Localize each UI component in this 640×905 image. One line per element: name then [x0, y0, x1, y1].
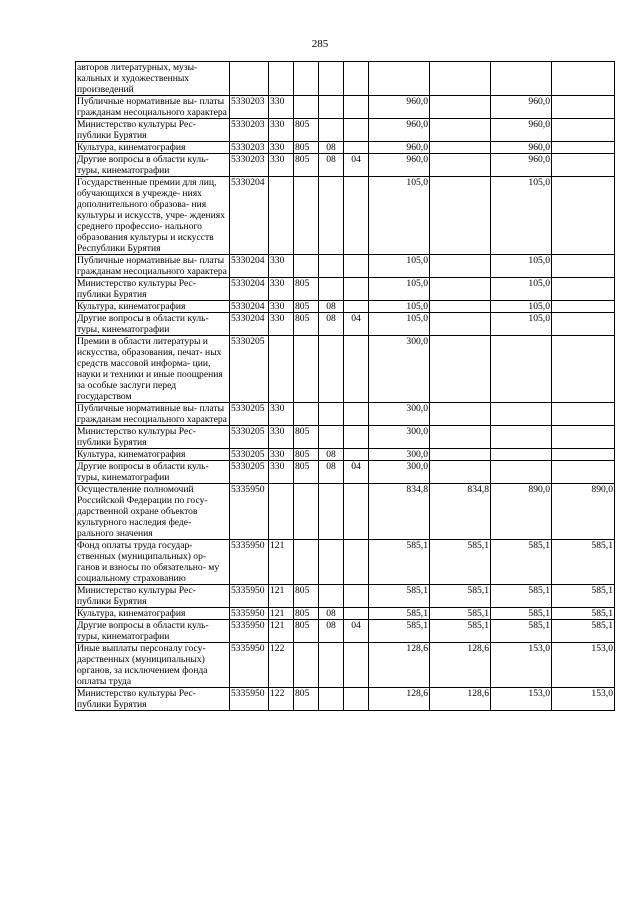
amount-3-cell: 153,0	[491, 643, 552, 688]
subsection-cell	[344, 688, 369, 711]
section-cell: 08	[319, 620, 344, 643]
target-code-cell: 5330205	[230, 403, 269, 426]
amount-4-cell	[552, 449, 615, 461]
subsection-cell	[344, 643, 369, 688]
target-code-cell: 5330204	[230, 177, 269, 255]
amount-4-cell: 585,1	[552, 620, 615, 643]
table-row	[76, 449, 615, 461]
expense-type-cell: 122	[269, 643, 294, 688]
amount-2-cell	[430, 96, 491, 119]
row-name-cell: Культура, кинематография	[76, 608, 230, 620]
expense-type-cell: 330	[269, 313, 294, 336]
row-name-cell: Иные выплаты персоналу госу- дарственных (муниципальных) органов, за исключением фонда оплаты труда	[76, 643, 230, 688]
subsection-cell	[344, 142, 369, 154]
amount-2-cell: 834,8	[430, 484, 491, 540]
expense-type-cell	[269, 62, 294, 96]
ministry-code-cell	[294, 336, 319, 403]
subsection-cell	[344, 177, 369, 255]
expense-type-cell: 330	[269, 154, 294, 177]
target-code-cell: 5330204	[230, 255, 269, 278]
expense-type-cell	[269, 177, 294, 255]
expense-type-cell: 330	[269, 119, 294, 142]
ministry-code-cell: 805	[294, 278, 319, 301]
amount-4-cell	[552, 154, 615, 177]
row-name-cell: Министерство культуры Рес- публики Бурятия	[76, 119, 230, 142]
table-row	[76, 608, 615, 620]
table-row	[76, 119, 615, 142]
subsection-cell	[344, 585, 369, 608]
expense-type-cell	[269, 484, 294, 540]
amount-2-cell	[430, 301, 491, 313]
amount-4-cell	[552, 301, 615, 313]
section-cell	[319, 585, 344, 608]
section-cell	[319, 278, 344, 301]
table-row	[76, 426, 615, 449]
amount-2-cell: 585,1	[430, 608, 491, 620]
table-row	[76, 688, 615, 711]
amount-1-cell: 105,0	[369, 177, 430, 255]
subsection-cell	[344, 484, 369, 540]
section-cell: 08	[319, 461, 344, 484]
section-cell: 08	[319, 608, 344, 620]
expense-type-cell: 330	[269, 461, 294, 484]
subsection-cell	[344, 336, 369, 403]
amount-4-cell: 585,1	[552, 540, 615, 585]
subsection-cell	[344, 119, 369, 142]
amount-1-cell: 300,0	[369, 426, 430, 449]
amount-4-cell	[552, 142, 615, 154]
amount-2-cell: 585,1	[430, 540, 491, 585]
section-cell	[319, 62, 344, 96]
row-name-cell: Другие вопросы в области куль- туры, кинематографии	[76, 620, 230, 643]
amount-1-cell: 128,6	[369, 643, 430, 688]
table-row	[76, 177, 615, 255]
amount-1-cell: 105,0	[369, 313, 430, 336]
amount-1-cell: 300,0	[369, 461, 430, 484]
target-code-cell: 5335950	[230, 484, 269, 540]
table-row	[76, 461, 615, 484]
target-code-cell: 5330205	[230, 461, 269, 484]
table-row	[76, 96, 615, 119]
amount-1-cell: 105,0	[369, 278, 430, 301]
row-name-cell: Культура, кинематография	[76, 142, 230, 154]
amount-1-cell: 105,0	[369, 255, 430, 278]
target-code-cell: 5335950	[230, 620, 269, 643]
ministry-code-cell	[294, 484, 319, 540]
amount-4-cell	[552, 426, 615, 449]
amount-2-cell	[430, 177, 491, 255]
amount-1-cell: 960,0	[369, 96, 430, 119]
ministry-code-cell: 805	[294, 119, 319, 142]
target-code-cell: 5330203	[230, 142, 269, 154]
amount-4-cell	[552, 119, 615, 142]
subsection-cell	[344, 255, 369, 278]
amount-3-cell: 105,0	[491, 177, 552, 255]
section-cell	[319, 119, 344, 142]
subsection-cell	[344, 96, 369, 119]
table-row	[76, 255, 615, 278]
ministry-code-cell	[294, 403, 319, 426]
target-code-cell: 5330205	[230, 426, 269, 449]
ministry-code-cell: 805	[294, 154, 319, 177]
target-code-cell: 5330204	[230, 313, 269, 336]
amount-3-cell: 585,1	[491, 540, 552, 585]
amount-4-cell	[552, 403, 615, 426]
amount-4-cell: 153,0	[552, 688, 615, 711]
amount-1-cell: 960,0	[369, 119, 430, 142]
row-name-cell: Культура, кинематография	[76, 301, 230, 313]
target-code-cell: 5335950	[230, 688, 269, 711]
amount-3-cell: 960,0	[491, 142, 552, 154]
amount-4-cell: 153,0	[552, 643, 615, 688]
target-code-cell: 5330203	[230, 154, 269, 177]
table-body	[76, 62, 615, 711]
amount-1-cell: 300,0	[369, 449, 430, 461]
row-name-cell: Премии в области литературы и искусства, образования, печат- ных средств массовой информа- ции, науки и техники и иные поощрения за особые заслуги перед государством	[76, 336, 230, 403]
table-row	[76, 403, 615, 426]
amount-2-cell	[430, 278, 491, 301]
amount-3-cell: 960,0	[491, 119, 552, 142]
section-cell: 08	[319, 301, 344, 313]
amount-1-cell: 960,0	[369, 154, 430, 177]
target-code-cell: 5330204	[230, 301, 269, 313]
amount-2-cell	[430, 313, 491, 336]
amount-3-cell	[491, 426, 552, 449]
expense-type-cell: 330	[269, 96, 294, 119]
section-cell	[319, 484, 344, 540]
amount-1-cell: 834,8	[369, 484, 430, 540]
amount-4-cell: 585,1	[552, 585, 615, 608]
amount-2-cell	[430, 461, 491, 484]
section-cell: 08	[319, 142, 344, 154]
subsection-cell	[344, 62, 369, 96]
amount-3-cell	[491, 461, 552, 484]
amount-2-cell	[430, 119, 491, 142]
amount-3-cell: 960,0	[491, 96, 552, 119]
ministry-code-cell: 805	[294, 301, 319, 313]
expense-type-cell: 330	[269, 142, 294, 154]
amount-1-cell	[369, 62, 430, 96]
row-name-cell: Публичные нормативные вы- платы гражданам несоциального характера	[76, 255, 230, 278]
expense-type-cell: 330	[269, 301, 294, 313]
ministry-code-cell: 805	[294, 688, 319, 711]
section-cell	[319, 643, 344, 688]
ministry-code-cell	[294, 255, 319, 278]
section-cell	[319, 540, 344, 585]
amount-3-cell: 105,0	[491, 313, 552, 336]
expense-type-cell: 121	[269, 585, 294, 608]
expense-type-cell: 121	[269, 620, 294, 643]
table-row	[76, 620, 615, 643]
row-name-cell: Министерство культуры Рес- публики Бурятия	[76, 585, 230, 608]
ministry-code-cell	[294, 177, 319, 255]
amount-4-cell	[552, 278, 615, 301]
row-name-cell: Другие вопросы в области куль- туры, кинематографии	[76, 461, 230, 484]
amount-1-cell: 300,0	[369, 403, 430, 426]
ministry-code-cell: 805	[294, 585, 319, 608]
amount-2-cell	[430, 142, 491, 154]
subsection-cell	[344, 301, 369, 313]
row-name-cell: авторов литературных, музы- кальных и художественных произведений	[76, 62, 230, 96]
amount-2-cell	[430, 154, 491, 177]
section-cell	[319, 96, 344, 119]
row-name-cell: Осуществление полномочий Российской Федерации по госу- дарственной охране объектов культурного наследия феде- рального значения	[76, 484, 230, 540]
section-cell	[319, 688, 344, 711]
subsection-cell: 04	[344, 313, 369, 336]
ministry-code-cell: 805	[294, 461, 319, 484]
ministry-code-cell	[294, 96, 319, 119]
amount-2-cell	[430, 62, 491, 96]
ministry-code-cell: 805	[294, 449, 319, 461]
amount-3-cell: 105,0	[491, 278, 552, 301]
budget-table	[75, 61, 615, 711]
amount-3-cell: 585,1	[491, 620, 552, 643]
subsection-cell: 04	[344, 620, 369, 643]
ministry-code-cell	[294, 62, 319, 96]
section-cell	[319, 426, 344, 449]
amount-4-cell	[552, 255, 615, 278]
ministry-code-cell	[294, 643, 319, 688]
table-row	[76, 336, 615, 403]
ministry-code-cell: 805	[294, 142, 319, 154]
row-name-cell: Министерство культуры Рес- публики Бурятия	[76, 688, 230, 711]
row-name-cell: Министерство культуры Рес- публики Бурятия	[76, 426, 230, 449]
table-row	[76, 643, 615, 688]
row-name-cell: Фонд оплаты труда государ- ственных (муниципальных) ор- ганов и взносы по обязательно- му социальному страхованию	[76, 540, 230, 585]
amount-1-cell: 585,1	[369, 585, 430, 608]
table-row	[76, 540, 615, 585]
amount-2-cell	[430, 403, 491, 426]
subsection-cell: 04	[344, 154, 369, 177]
row-name-cell: Другие вопросы в области куль- туры, кинематографии	[76, 154, 230, 177]
table-row	[76, 301, 615, 313]
target-code-cell: 5330204	[230, 278, 269, 301]
target-code-cell: 5335950	[230, 540, 269, 585]
section-cell	[319, 336, 344, 403]
expense-type-cell	[269, 336, 294, 403]
expense-type-cell: 330	[269, 255, 294, 278]
row-name-cell: Культура, кинематография	[76, 449, 230, 461]
amount-4-cell	[552, 336, 615, 403]
section-cell: 08	[319, 154, 344, 177]
amount-4-cell	[552, 177, 615, 255]
section-cell	[319, 403, 344, 426]
amount-3-cell: 105,0	[491, 255, 552, 278]
amount-4-cell	[552, 461, 615, 484]
expense-type-cell: 330	[269, 278, 294, 301]
target-code-cell: 5335950	[230, 643, 269, 688]
row-name-cell: Публичные нормативные вы- платы гражданам несоциального характера	[76, 403, 230, 426]
expense-type-cell: 330	[269, 426, 294, 449]
target-code-cell: 5330203	[230, 119, 269, 142]
page-number: 285	[311, 38, 329, 50]
amount-3-cell: 105,0	[491, 301, 552, 313]
amount-3-cell: 960,0	[491, 154, 552, 177]
row-name-cell: Министерство культуры Рес- публики Бурятия	[76, 278, 230, 301]
table-row	[76, 154, 615, 177]
section-cell: 08	[319, 449, 344, 461]
subsection-cell	[344, 403, 369, 426]
amount-2-cell: 128,6	[430, 643, 491, 688]
subsection-cell	[344, 278, 369, 301]
amount-4-cell: 585,1	[552, 608, 615, 620]
amount-2-cell: 585,1	[430, 620, 491, 643]
amount-1-cell: 300,0	[369, 336, 430, 403]
table-row	[76, 62, 615, 96]
amount-2-cell	[430, 336, 491, 403]
target-code-cell: 5330203	[230, 96, 269, 119]
subsection-cell	[344, 449, 369, 461]
amount-4-cell	[552, 96, 615, 119]
ministry-code-cell: 805	[294, 426, 319, 449]
section-cell: 08	[319, 313, 344, 336]
amount-3-cell	[491, 403, 552, 426]
row-name-cell: Другие вопросы в области куль- туры, кинематографии	[76, 313, 230, 336]
ministry-code-cell: 805	[294, 313, 319, 336]
expense-type-cell: 122	[269, 688, 294, 711]
subsection-cell: 04	[344, 461, 369, 484]
amount-1-cell: 585,1	[369, 608, 430, 620]
amount-3-cell	[491, 62, 552, 96]
subsection-cell	[344, 426, 369, 449]
section-cell	[319, 255, 344, 278]
amount-4-cell: 890,0	[552, 484, 615, 540]
target-code-cell: 5335950	[230, 585, 269, 608]
table-row	[76, 142, 615, 154]
subsection-cell	[344, 608, 369, 620]
amount-3-cell: 153,0	[491, 688, 552, 711]
expense-type-cell: 330	[269, 403, 294, 426]
table-row	[76, 585, 615, 608]
target-code-cell	[230, 62, 269, 96]
expense-type-cell: 121	[269, 608, 294, 620]
amount-4-cell	[552, 313, 615, 336]
amount-4-cell	[552, 62, 615, 96]
target-code-cell: 5330205	[230, 336, 269, 403]
row-name-cell: Публичные нормативные вы- платы гражданам несоциального характера	[76, 96, 230, 119]
ministry-code-cell: 805	[294, 620, 319, 643]
amount-3-cell: 585,1	[491, 585, 552, 608]
amount-1-cell: 105,0	[369, 301, 430, 313]
amount-1-cell: 960,0	[369, 142, 430, 154]
table-row	[76, 278, 615, 301]
amount-3-cell: 585,1	[491, 608, 552, 620]
target-code-cell: 5330205	[230, 449, 269, 461]
ministry-code-cell: 805	[294, 608, 319, 620]
table-row	[76, 484, 615, 540]
expense-type-cell: 121	[269, 540, 294, 585]
amount-1-cell: 585,1	[369, 540, 430, 585]
amount-1-cell: 585,1	[369, 620, 430, 643]
target-code-cell: 5335950	[230, 608, 269, 620]
amount-1-cell: 128,6	[369, 688, 430, 711]
row-name-cell: Государственные премии для лиц, обучающихся в учрежде- ниях дополнительного образова- ния культуры и искусств, учре- ждениях среднего профессио- нального образования культуры и искусств Республики Бурятия	[76, 177, 230, 255]
amount-2-cell	[430, 255, 491, 278]
amount-2-cell	[430, 449, 491, 461]
amount-3-cell	[491, 336, 552, 403]
amount-2-cell	[430, 426, 491, 449]
amount-2-cell: 128,6	[430, 688, 491, 711]
table-row	[76, 313, 615, 336]
ministry-code-cell	[294, 540, 319, 585]
subsection-cell	[344, 540, 369, 585]
amount-3-cell	[491, 449, 552, 461]
section-cell	[319, 177, 344, 255]
amount-2-cell: 585,1	[430, 585, 491, 608]
amount-3-cell: 890,0	[491, 484, 552, 540]
expense-type-cell: 330	[269, 449, 294, 461]
